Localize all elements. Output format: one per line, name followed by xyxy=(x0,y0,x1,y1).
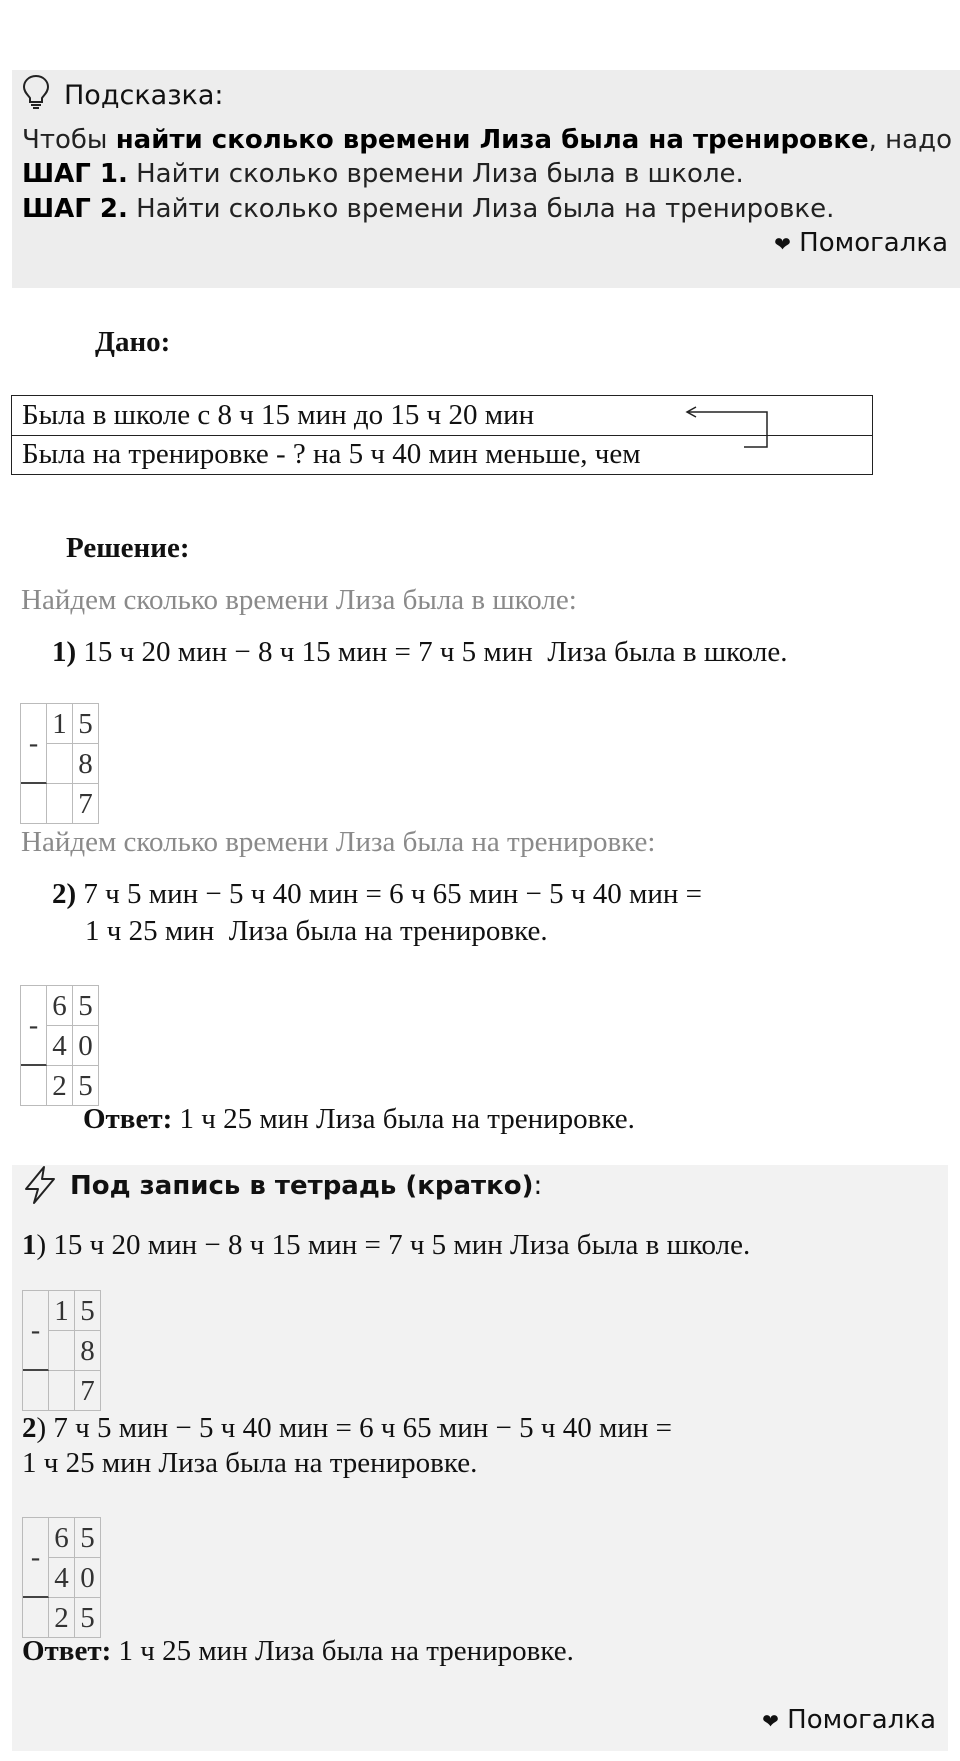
grid-cell: 5 xyxy=(75,1291,101,1331)
brand-label: Помогалка xyxy=(799,228,948,258)
grid-cell: 5 xyxy=(73,1066,99,1106)
solution-step-1 xyxy=(52,636,788,669)
notes-title xyxy=(70,1171,542,1201)
given-heading: Дано: xyxy=(95,326,171,358)
hint-line-prefix: Чтобы xyxy=(22,125,116,155)
hint-step-1-label: ШАГ 1. xyxy=(22,159,128,189)
hint-box xyxy=(12,70,960,288)
notes-step-2-line-2: 1 ч 25 мин Лиза была на тренировке. xyxy=(22,1447,478,1479)
hint-step-2-label: ШАГ 2. xyxy=(22,194,128,224)
grid-cell: 5 xyxy=(73,986,99,1026)
solution-intro-1: Найдем сколько времени Лиза была в школе: xyxy=(21,584,577,616)
minus-sign: - xyxy=(21,986,47,1066)
notes-answer-text: 1 ч 25 мин Лиза была на тренировке. xyxy=(111,1635,574,1667)
solution-answer xyxy=(83,1103,635,1136)
grid-cell xyxy=(23,1371,49,1411)
notes-title-colon: : xyxy=(533,1171,543,1201)
hint-step-2-text: Найти сколько времени Лиза была на тренировке. xyxy=(127,194,835,224)
step-2-expression-line-2: 1 ч 25 мин xyxy=(85,915,215,947)
notes-step-2-text-line-1: ) 7 ч 5 мин − 5 ч 40 мин = 6 ч 65 мин − 5 ч 40 мин = xyxy=(36,1412,672,1444)
grid-cell: 1 xyxy=(49,1291,75,1331)
grid-cell xyxy=(49,1371,75,1411)
grid-cell: 6 xyxy=(49,1518,75,1558)
grid-cell: 4 xyxy=(47,1026,73,1066)
minus-sign: - xyxy=(23,1518,49,1598)
notes-step-1 xyxy=(22,1229,750,1262)
notes-brand-link[interactable] xyxy=(762,1705,936,1735)
grid-cell: 7 xyxy=(75,1371,101,1411)
notes-answer xyxy=(22,1635,574,1668)
comparison-arrow-icon xyxy=(682,406,772,458)
grid-cell: 5 xyxy=(75,1598,101,1638)
notes-subtraction-grid-2 xyxy=(22,1517,101,1638)
subtraction-grid-2 xyxy=(20,985,99,1106)
minus-sign: - xyxy=(21,704,47,784)
hint-step-2 xyxy=(22,194,834,224)
grid-cell xyxy=(21,1066,47,1106)
grid-cell: 7 xyxy=(73,784,99,824)
notes-step-1-text: ) 15 ч 20 мин − 8 ч 15 мин = 7 ч 5 мин Лиза была в школе. xyxy=(36,1229,751,1261)
step-2-expression-line-1: 7 ч 5 мин − 5 ч 40 мин = 6 ч 65 мин − 5 ч 40 мин = xyxy=(83,878,702,910)
notes-step-2 xyxy=(22,1412,672,1445)
grid-cell: 4 xyxy=(49,1558,75,1598)
heart-icon: ❤ xyxy=(762,1709,779,1733)
grid-cell: 2 xyxy=(49,1598,75,1638)
grid-cell: 0 xyxy=(75,1558,101,1598)
grid-cell: 2 xyxy=(47,1066,73,1106)
grid-cell xyxy=(47,744,73,784)
notes-answer-label: Ответ: xyxy=(22,1635,112,1667)
step-1-comment: Лиза была в школе. xyxy=(547,636,788,668)
answer-text: 1 ч 25 мин Лиза была на тренировке. xyxy=(172,1103,635,1135)
step-2-number: 2) xyxy=(52,878,77,910)
lightning-icon xyxy=(22,1165,58,1210)
given-row-1: Была в школе с 8 ч 15 мин до 15 ч 20 мин xyxy=(12,396,872,436)
step-2-comment: Лиза была на тренировке. xyxy=(228,915,548,947)
notes-step-2-number: 2 xyxy=(22,1412,37,1444)
step-1-expression: 15 ч 20 мин − 8 ч 15 мин = 7 ч 5 мин xyxy=(83,636,533,668)
notes-box xyxy=(12,1165,948,1751)
hint-step-1 xyxy=(22,159,744,189)
answer-label: Ответ: xyxy=(83,1103,173,1135)
grid-cell: 8 xyxy=(75,1331,101,1371)
grid-cell: 6 xyxy=(47,986,73,1026)
grid-cell: 5 xyxy=(75,1518,101,1558)
minus-sign: - xyxy=(23,1291,49,1371)
given-table xyxy=(11,395,873,475)
hint-line-suffix: , надо xyxy=(868,125,953,155)
grid-cell xyxy=(49,1331,75,1371)
grid-cell: 5 xyxy=(73,704,99,744)
solution-intro-2: Найдем сколько времени Лиза была на тренировке: xyxy=(21,826,656,858)
subtraction-grid-1 xyxy=(20,703,99,824)
grid-cell: 1 xyxy=(47,704,73,744)
notes-subtraction-grid-1 xyxy=(22,1290,101,1411)
grid-cell: 0 xyxy=(73,1026,99,1066)
hint-line-1 xyxy=(22,125,952,155)
notes-step-1-number: 1 xyxy=(22,1229,37,1261)
grid-cell xyxy=(21,784,47,824)
hint-title: Подсказка: xyxy=(64,80,224,111)
solution-heading: Решение: xyxy=(66,532,190,564)
brand-link[interactable] xyxy=(774,228,948,258)
notes-brand-label: Помогалка xyxy=(787,1705,936,1735)
heart-icon: ❤ xyxy=(774,232,791,256)
grid-cell xyxy=(47,784,73,824)
lightbulb-icon xyxy=(22,74,50,114)
solution-step-2 xyxy=(52,878,702,911)
solution-step-2-line-2 xyxy=(85,915,548,948)
given-row-2: Была на тренировке - ? на 5 ч 40 мин меньше, чем xyxy=(22,438,641,470)
step-1-number: 1) xyxy=(52,636,77,668)
notes-title-text: Под запись в тетрадь (кратко) xyxy=(70,1171,534,1201)
grid-cell: 8 xyxy=(73,744,99,784)
hint-line-bold: найти сколько времени Лиза была на тренировке xyxy=(115,125,869,155)
hint-step-1-text: Найти сколько времени Лиза была в школе. xyxy=(127,159,744,189)
grid-cell xyxy=(23,1598,49,1638)
